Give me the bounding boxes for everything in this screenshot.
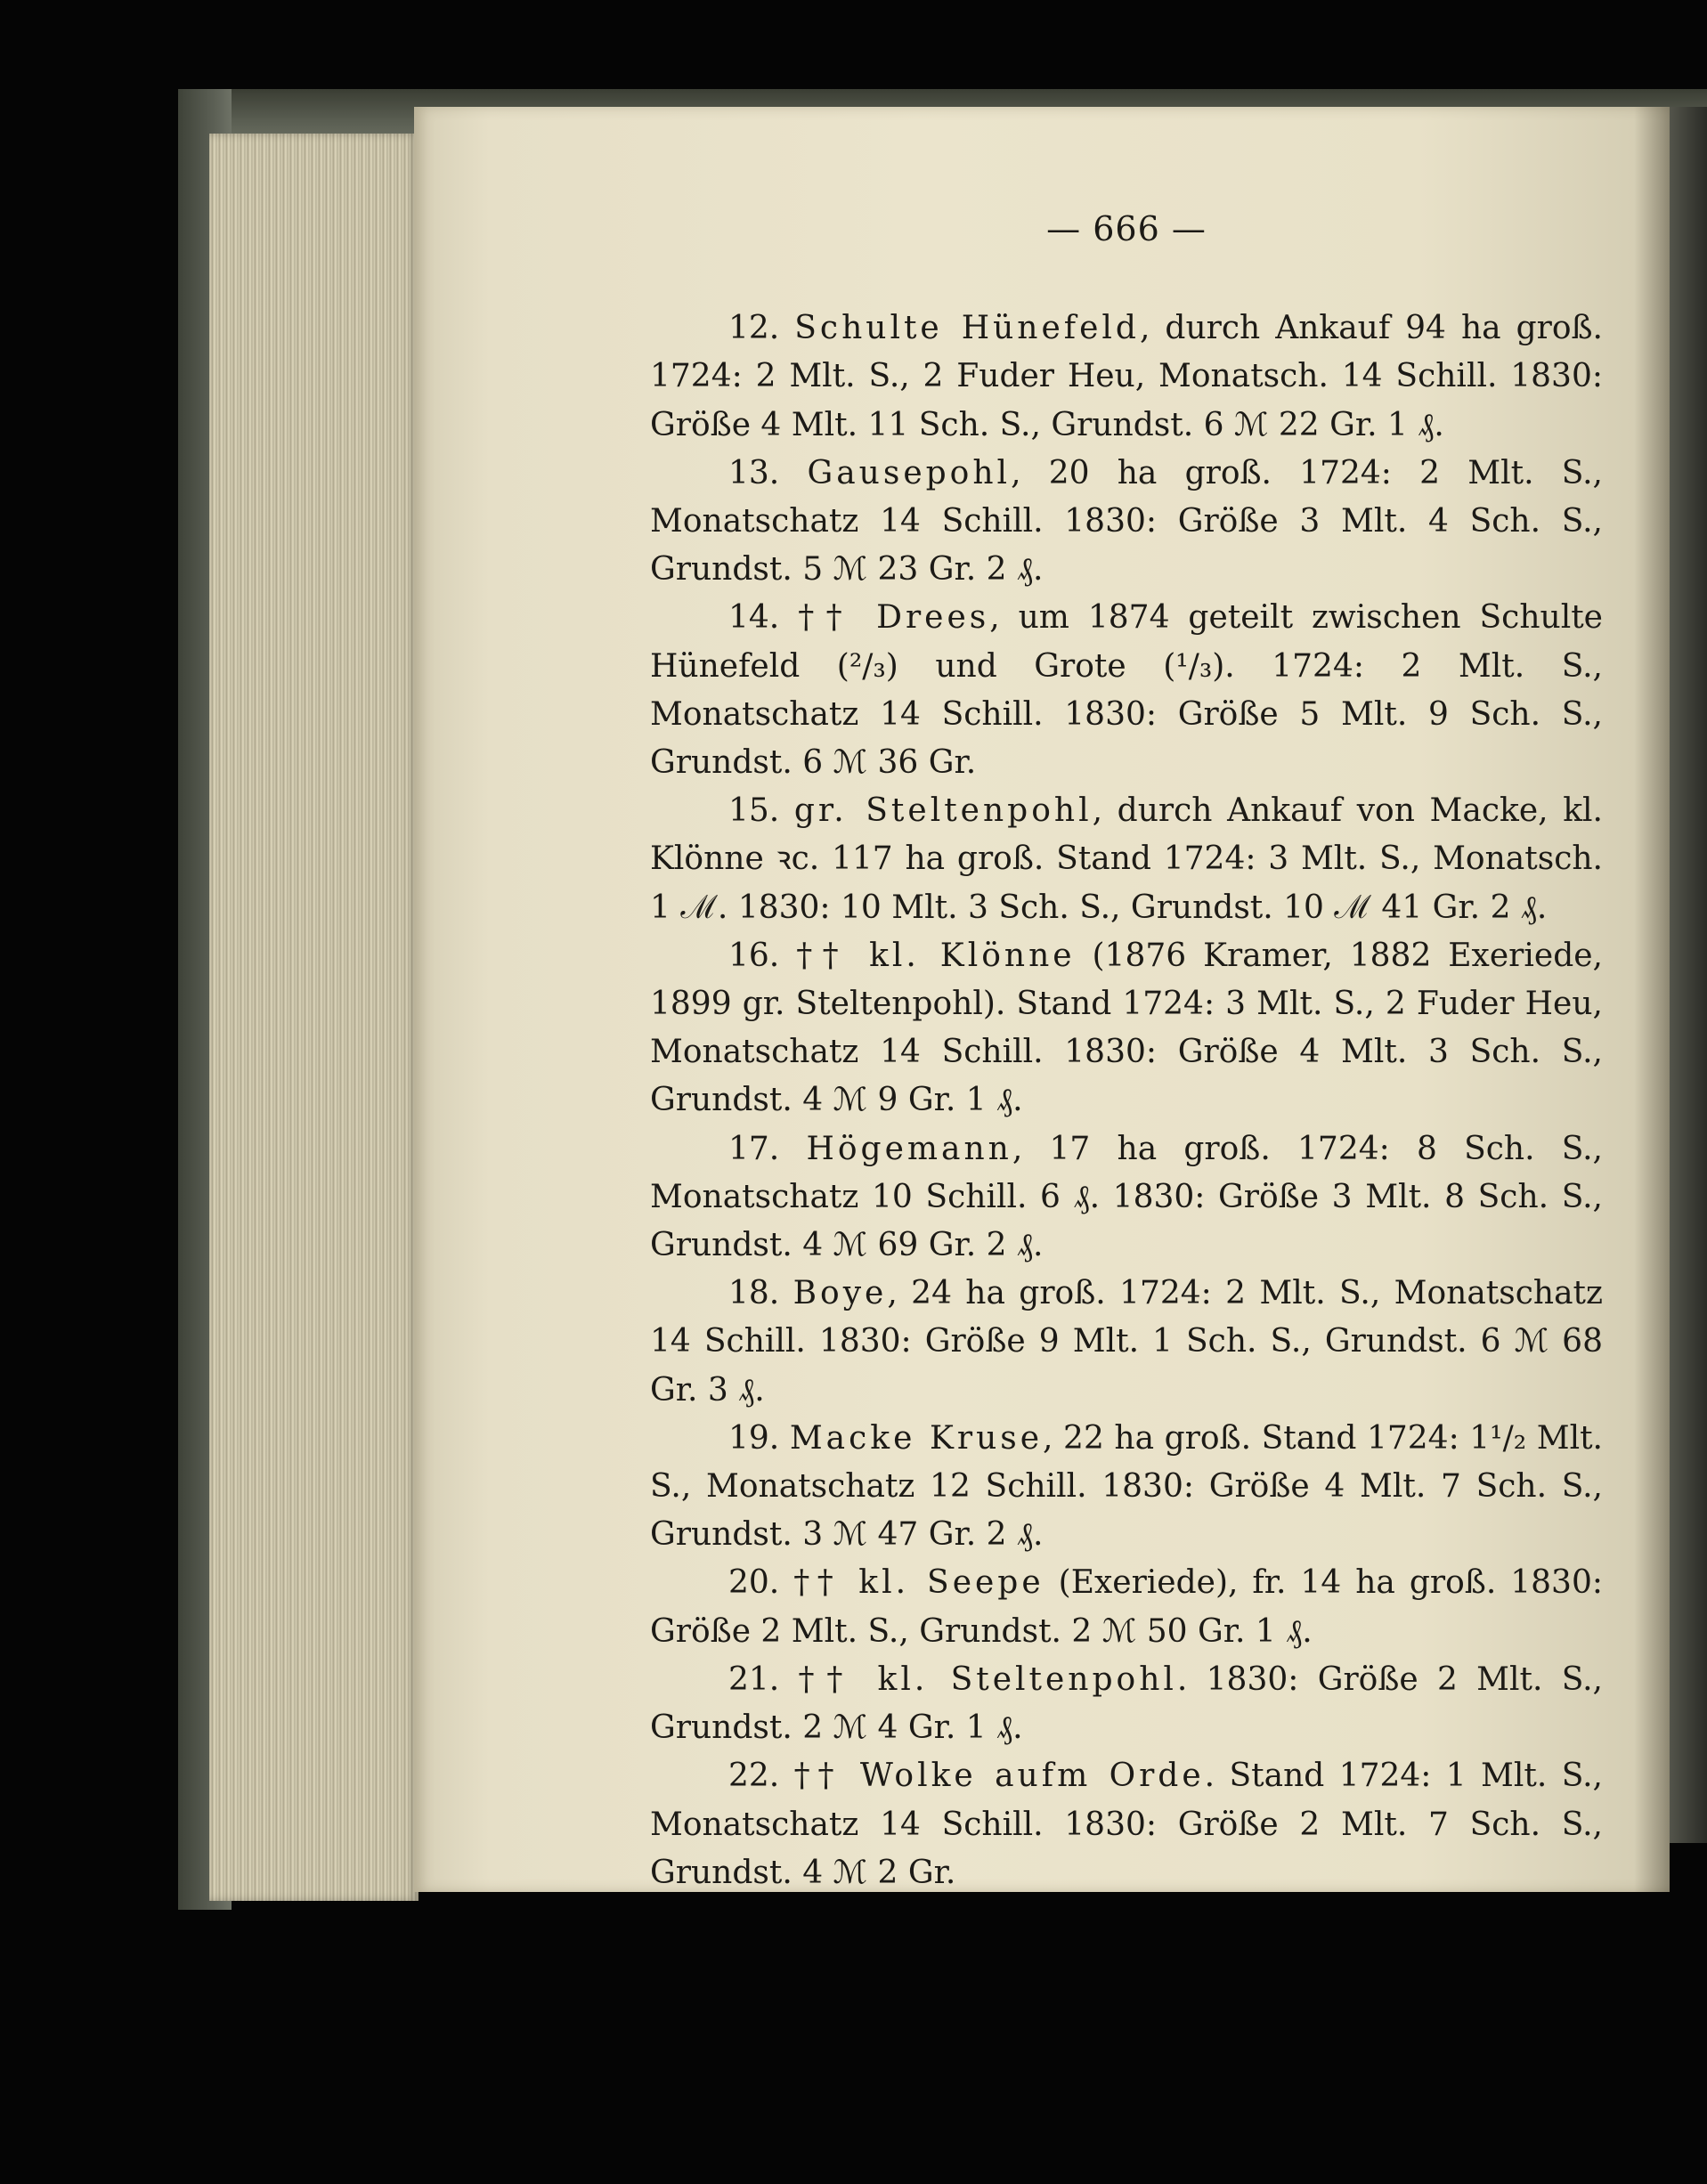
entry-number: 22. (728, 1758, 794, 1795)
farm-name: gr. Steltenpohl (793, 792, 1093, 830)
entry-text: (1876 Kramer, 1882 Exeriede, 1899 gr. Steltenpohl). Stand 1724: 3 Mlt. S., 2 Fuder Heu, Monatschatz 14 Schill. 1830: Größe 4 Mlt. 3 Sch. S., Grundst. 4 ℳ 9 Gr. 1 ₰. (650, 937, 1603, 1119)
farm-entry (650, 1270, 1603, 1415)
farm-name: Gausepohl (807, 454, 1012, 491)
entry-text: , 22 ha groß. Stand 1724: 1¹/₂ Mlt. S., Monatschatz 12 Schill. 1830: Größe 4 Mlt. 7 Sch. S., Grundst. 3 ℳ 47 Gr. 2 ₰. (650, 1419, 1603, 1554)
entry-text: , um 1874 geteilt zwischen Schulte Hünefeld (²/₃) und Grote (¹/₃). 1724: 2 Mlt. S., Monatschatz 14 Schill. 1830: Größe 5 Mlt. 9 Sch. S., Grundst. 6 ℳ 36 Gr. (650, 599, 1603, 782)
farm-entry (650, 1656, 1603, 1752)
farm-entry (650, 594, 1603, 787)
farm-name: †† kl. Steltenpohl (798, 1660, 1177, 1698)
farm-name: †† Wolke aufm Orde (793, 1758, 1205, 1795)
farm-entry (650, 787, 1603, 932)
entry-number: 21. (728, 1660, 799, 1698)
farm-name: Schulte Hünefeld (794, 310, 1140, 347)
book-cover-right-edge (1665, 107, 1707, 1843)
entry-text: , 20 ha groß. 1724: 2 Mlt. S., Monatschatz 14 Schill. 1830: Größe 3 Mlt. 4 Sch. S., Grundst. 5 ℳ 23 Gr. 2 ₰. (650, 454, 1603, 589)
entry-text: , durch Ankauf von Macke, kl. Klönne ꝛc. 117 ha groß. Stand 1724: 3 Mlt. S., Monatsch. 1 ℳ. 1830: 10 Mlt. 3 Sch. S., Grundst. 10 ℳ 41 Gr. 2 ₰. (650, 792, 1603, 926)
farm-entry (650, 304, 1603, 450)
farm-name: Högemann (806, 1130, 1012, 1167)
farm-name: Macke Kruse (789, 1419, 1044, 1457)
entry-text: , 17 ha groß. 1724: 8 Sch. S., Monatschatz 10 Schill. 6 ₰. 1830: Größe 3 Mlt. 8 Sch. S., Grundst. 4 ℳ 69 Gr. 2 ₰. (650, 1130, 1603, 1264)
farm-entry (650, 1415, 1603, 1560)
entry-number: 16. (728, 937, 797, 974)
entry-text: , durch Ankauf 94 ha groß. 1724: 2 Mlt. S., 2 Fuder Heu, Monatsch. 14 Schill. 1830: Größe 4 Mlt. 11 Sch. S., Grundst. 6 ℳ 22 Gr. 1 ₰. (650, 310, 1604, 443)
entry-number: 19. (728, 1419, 790, 1457)
farm-entry (650, 1559, 1603, 1655)
page-number: — 666 — (1046, 209, 1207, 248)
page-content (650, 205, 1603, 1897)
entry-text: . Stand 1724: 1 Mlt. S., Monatschatz 14 Schill. 1830: Größe 2 Mlt. 7 Sch. S., Grundst. 4 ℳ 2 Gr. (650, 1758, 1603, 1891)
farm-entry (650, 450, 1603, 595)
farm-entry (650, 1752, 1603, 1897)
entry-number: 12. (728, 310, 795, 347)
entry-text: . 1830: Größe 2 Mlt. S., Grundst. 2 ℳ 4 Gr. 1 ₰. (650, 1660, 1604, 1747)
farm-entry (650, 1125, 1603, 1271)
entry-number: 17. (728, 1130, 807, 1167)
entry-text: (Exeriede), fr. 14 ha groß. 1830: Größe 2 Mlt. S., Grundst. 2 ℳ 50 Gr. 1 ₰. (650, 1564, 1603, 1650)
farm-name: †† kl. Seepe (793, 1564, 1045, 1602)
entries-list (650, 304, 1603, 1897)
farm-name: †† kl. Klönne (796, 937, 1076, 974)
entry-number: 20. (728, 1564, 794, 1602)
entry-number: 15. (728, 792, 794, 830)
entry-number: 13. (728, 454, 808, 491)
farm-entry (650, 932, 1603, 1125)
page-edges-stack (209, 134, 419, 1901)
farm-name: †† Drees (798, 599, 990, 637)
gutter-shadow (1634, 107, 1670, 1892)
entry-text: , 24 ha groß. 1724: 2 Mlt. S., Monatschatz 14 Schill. 1830: Größe 9 Mlt. 1 Sch. S., Grundst. 6 ℳ 68 Gr. 3 ₰. (650, 1275, 1603, 1409)
farm-name: Boye (793, 1275, 888, 1312)
entry-number: 14. (728, 599, 799, 637)
entry-number: 18. (728, 1275, 793, 1312)
